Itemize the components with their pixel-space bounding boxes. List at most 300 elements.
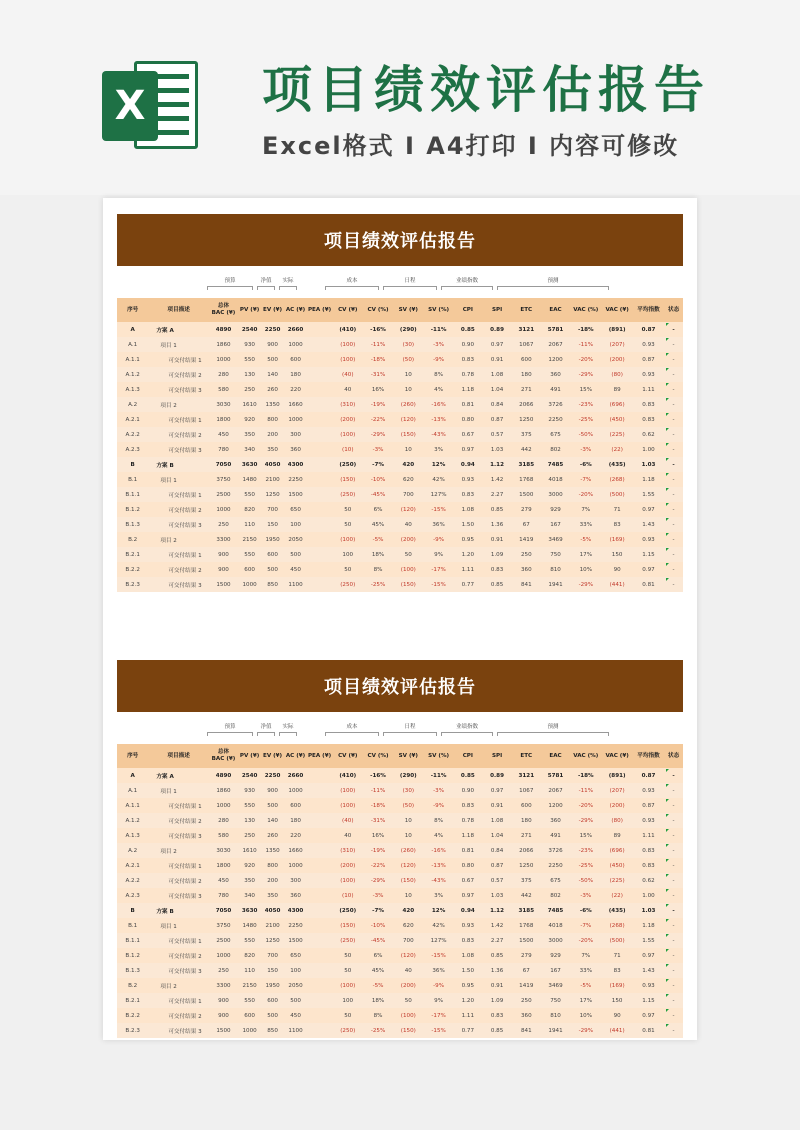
table-cell: 4050 xyxy=(264,907,281,914)
table-cell: (100) xyxy=(400,566,416,573)
table-cell: 700 xyxy=(402,491,414,498)
table-cell: 150 xyxy=(611,551,623,558)
column-header: SPI xyxy=(482,744,511,768)
column-header: CV (¥) xyxy=(332,298,363,322)
row-id: B.1 xyxy=(128,476,138,483)
row-description: 项目 2 xyxy=(160,848,177,855)
column-group-header xyxy=(117,720,683,744)
table-cell: 220 xyxy=(290,832,301,839)
table-cell: 36% xyxy=(432,967,445,974)
table-cell: 360 xyxy=(550,371,561,378)
row-id: A.2.3 xyxy=(125,892,140,899)
table-cell: 100 xyxy=(342,997,354,1004)
table-cell: 0.85 xyxy=(460,326,475,333)
table-cell: (100) xyxy=(340,877,356,884)
table-cell xyxy=(307,487,332,502)
table-cell xyxy=(307,532,332,547)
table-cell: -18% xyxy=(370,356,386,363)
table-cell: 3630 xyxy=(241,461,258,468)
table-cell: -25% xyxy=(578,862,594,869)
table-cell: 12% xyxy=(431,461,446,468)
table-cell: 1000 xyxy=(242,581,257,588)
table-cell: (200) xyxy=(609,356,625,363)
table-cell: -15% xyxy=(431,581,446,588)
table-row xyxy=(117,1023,683,1038)
table-row xyxy=(117,1008,683,1023)
table-cell xyxy=(307,547,332,562)
table-cell: 1000 xyxy=(288,341,303,348)
table-cell xyxy=(307,828,332,843)
column-header: 序号 xyxy=(117,298,148,322)
table-cell: (100) xyxy=(340,982,356,989)
table-cell: - xyxy=(664,502,683,517)
table-cell: 1.08 xyxy=(490,817,504,824)
table-cell: 5781 xyxy=(547,326,564,333)
column-header: VAC (¥) xyxy=(601,298,632,322)
table-cell: 15% xyxy=(579,832,593,839)
table-cell: -19% xyxy=(370,401,386,408)
table-cell: 1.03 xyxy=(641,461,656,468)
table-cell: (120) xyxy=(400,952,416,959)
table-cell: 8% xyxy=(373,566,383,573)
table-cell: -18% xyxy=(370,802,386,809)
table-cell: 250 xyxy=(244,832,255,839)
table-cell: (207) xyxy=(609,787,625,794)
column-header: SV (%) xyxy=(424,744,453,768)
table-cell: -7% xyxy=(372,461,384,468)
table-cell: 0.62 xyxy=(642,877,655,884)
table-cell: 0.91 xyxy=(490,536,504,543)
table-cell: 1500 xyxy=(288,491,303,498)
row-id: B xyxy=(130,907,135,914)
table-cell: - xyxy=(664,457,683,472)
table-cell: 0.77 xyxy=(461,581,475,588)
table-cell: 360 xyxy=(290,446,301,453)
row-id: B.1.1 xyxy=(125,937,140,944)
document-page xyxy=(103,198,697,1040)
column-header: EAC xyxy=(541,298,570,322)
report-1 xyxy=(117,214,683,592)
table-cell: 0.85 xyxy=(490,581,504,588)
table-cell: - xyxy=(664,813,683,828)
table-cell: 929 xyxy=(550,952,561,959)
table-cell: 3750 xyxy=(216,922,231,929)
table-row xyxy=(117,547,683,562)
table-cell: (50) xyxy=(402,356,415,363)
table-cell: 140 xyxy=(267,371,278,378)
row-description: 项目 2 xyxy=(160,537,177,544)
table-cell: 4018 xyxy=(548,476,563,483)
table-cell: (150) xyxy=(400,877,416,884)
row-id: A.1 xyxy=(128,787,138,794)
table-cell: 280 xyxy=(218,371,229,378)
table-cell: -31% xyxy=(370,371,386,378)
table-cell: -7% xyxy=(580,922,592,929)
table-cell: 42% xyxy=(432,922,445,929)
table-cell: 0.84 xyxy=(490,401,504,408)
table-cell: (150) xyxy=(400,1027,416,1034)
table-cell: 550 xyxy=(244,937,255,944)
table-cell: 0.81 xyxy=(642,581,655,588)
table-cell: 2660 xyxy=(287,326,304,333)
table-cell: -7% xyxy=(372,907,384,914)
table-cell: 1.42 xyxy=(490,476,504,483)
table-cell: 18% xyxy=(371,997,385,1004)
table-cell: 0.93 xyxy=(642,341,655,348)
table-cell: 360 xyxy=(550,817,561,824)
row-description: 项目 1 xyxy=(160,477,177,484)
row-description: 可交付结果 2 xyxy=(168,507,202,514)
table-cell: 2050 xyxy=(288,536,303,543)
row-id: B.2.1 xyxy=(125,551,140,558)
table-cell xyxy=(307,502,332,517)
table-cell: 7% xyxy=(581,506,591,513)
table-cell: 1067 xyxy=(519,787,534,794)
table-cell: 271 xyxy=(520,386,532,393)
table-cell: -11% xyxy=(578,341,594,348)
table-cell: 42% xyxy=(432,476,445,483)
table-cell: 2250 xyxy=(548,416,563,423)
table-cell: 675 xyxy=(550,431,561,438)
table-cell: 33% xyxy=(579,967,593,974)
table-cell: 2100 xyxy=(265,476,280,483)
table-cell: (150) xyxy=(400,581,416,588)
table-cell: 10 xyxy=(404,817,412,824)
table-cell: 1.42 xyxy=(490,922,504,929)
table-cell: 130 xyxy=(244,371,255,378)
excel-icon xyxy=(100,55,200,155)
table-cell: 220 xyxy=(290,386,301,393)
table-cell: 920 xyxy=(244,862,255,869)
table-cell: 550 xyxy=(244,551,255,558)
row-id: A xyxy=(130,326,135,333)
table-cell: 180 xyxy=(520,371,532,378)
column-header: EV (¥) xyxy=(261,298,284,322)
table-cell: 250 xyxy=(218,967,229,974)
table-cell: 0.83 xyxy=(461,937,475,944)
table-cell: (22) xyxy=(611,446,623,453)
column-header: 平均指数 xyxy=(633,298,664,322)
table-cell: -9% xyxy=(433,356,445,363)
table-cell: - xyxy=(664,532,683,547)
table-cell: 2250 xyxy=(264,772,281,779)
table-cell: -25% xyxy=(370,581,386,588)
table-cell: (100) xyxy=(340,787,356,794)
table-cell: 0.93 xyxy=(642,817,655,824)
table-cell: 0.83 xyxy=(490,566,504,573)
table-cell: 340 xyxy=(244,446,255,453)
table-cell: 50 xyxy=(344,506,352,513)
table-cell: (30) xyxy=(402,341,415,348)
table-cell: 4300 xyxy=(287,907,304,914)
column-group-label: 预测 xyxy=(497,722,609,733)
column-header: 平均指数 xyxy=(633,744,664,768)
table-cell: -5% xyxy=(372,536,384,543)
table-row xyxy=(117,412,683,427)
table-cell: 280 xyxy=(218,817,229,824)
table-cell: 1250 xyxy=(265,491,280,498)
table-cell: -11% xyxy=(370,787,386,794)
table-cell: (50) xyxy=(402,802,415,809)
table-cell: 250 xyxy=(244,386,255,393)
row-description: 可交付结果 3 xyxy=(168,968,202,975)
table-cell: 3469 xyxy=(548,536,563,543)
table-cell: -17% xyxy=(431,1012,446,1019)
table-row xyxy=(117,337,683,352)
table-cell: 1.00 xyxy=(642,892,655,899)
table-cell: (10) xyxy=(342,446,354,453)
table-cell: 1067 xyxy=(519,341,534,348)
table-cell: 45% xyxy=(371,521,385,528)
table-cell: 1500 xyxy=(288,937,303,944)
table-cell: 450 xyxy=(290,566,301,573)
table-cell: - xyxy=(664,367,683,382)
table-cell: 17% xyxy=(579,997,593,1004)
table-cell: (268) xyxy=(609,476,625,483)
table-cell: - xyxy=(664,412,683,427)
table-cell: 0.83 xyxy=(642,862,655,869)
table-cell: 1860 xyxy=(216,787,231,794)
table-cell: 600 xyxy=(290,802,301,809)
table-cell xyxy=(307,948,332,963)
table-cell: 450 xyxy=(218,431,229,438)
table-cell: 50 xyxy=(344,1012,352,1019)
row-description: 可交付结果 1 xyxy=(168,357,202,364)
column-header: 项目描述 xyxy=(148,298,209,322)
table-cell: (290) xyxy=(399,772,417,779)
row-id: B.2.3 xyxy=(125,581,140,588)
table-cell: -6% xyxy=(579,461,592,468)
row-description: 可交付结果 2 xyxy=(168,432,202,439)
table-cell: 67 xyxy=(522,967,530,974)
row-description: 可交付结果 3 xyxy=(168,833,202,840)
row-description: 可交付结果 2 xyxy=(168,567,202,574)
table-row xyxy=(117,813,683,828)
table-cell xyxy=(307,768,332,783)
table-cell: 0.67 xyxy=(461,431,475,438)
table-cell: -18% xyxy=(577,326,594,333)
row-description: 可交付结果 3 xyxy=(168,522,202,529)
table-cell: (500) xyxy=(609,937,625,944)
table-cell xyxy=(307,903,332,918)
table-cell: - xyxy=(664,517,683,532)
table-cell: (40) xyxy=(342,817,354,824)
table-row xyxy=(117,993,683,1008)
table-cell: 1.50 xyxy=(461,967,475,974)
table-cell: 1.03 xyxy=(490,892,504,899)
table-cell: - xyxy=(664,768,683,783)
table-cell: (40) xyxy=(342,371,354,378)
table-cell: 1610 xyxy=(242,401,257,408)
table-cell: 2540 xyxy=(241,326,258,333)
table-cell: 0.94 xyxy=(460,461,475,468)
table-cell: -16% xyxy=(370,772,386,779)
table-cell: - xyxy=(664,562,683,577)
table-cell: 0.67 xyxy=(461,877,475,884)
table-cell: 2.27 xyxy=(490,937,504,944)
table-cell: 0.97 xyxy=(642,1012,655,1019)
table-cell: 279 xyxy=(520,952,532,959)
table-cell: 1.20 xyxy=(461,551,475,558)
table-cell: - xyxy=(664,993,683,1008)
table-cell: 420 xyxy=(402,907,415,914)
table-cell: 350 xyxy=(267,892,278,899)
table-cell: (120) xyxy=(400,416,416,423)
table-row xyxy=(117,472,683,487)
table-cell: - xyxy=(664,783,683,798)
table-cell: -13% xyxy=(431,416,446,423)
table-cell: 600 xyxy=(290,356,301,363)
table-cell: (310) xyxy=(340,401,356,408)
table-cell xyxy=(307,933,332,948)
table-cell: - xyxy=(664,427,683,442)
table-cell: 110 xyxy=(244,967,255,974)
table-row xyxy=(117,367,683,382)
table-cell: 3030 xyxy=(216,847,231,854)
table-cell: - xyxy=(664,903,683,918)
table-cell: 18% xyxy=(371,551,385,558)
table-cell: 1.43 xyxy=(642,521,655,528)
table-cell: 140 xyxy=(267,817,278,824)
table-cell: (100) xyxy=(340,802,356,809)
table-cell: -7% xyxy=(580,476,592,483)
report-banner: 项目绩效评估报告 xyxy=(117,660,683,712)
table-cell: (169) xyxy=(609,536,625,543)
table-cell: (30) xyxy=(402,787,415,794)
row-description: 可交付结果 2 xyxy=(168,1013,202,1020)
table-cell: 0.87 xyxy=(490,862,504,869)
table-cell: 0.83 xyxy=(461,802,475,809)
table-cell: 0.90 xyxy=(461,341,475,348)
table-cell: (150) xyxy=(340,922,356,929)
table-cell: 150 xyxy=(267,967,278,974)
table-cell: (150) xyxy=(340,476,356,483)
row-id: B.1.2 xyxy=(125,952,140,959)
table-cell: 0.83 xyxy=(461,491,475,498)
table-cell: -3% xyxy=(372,446,384,453)
table-cell: 841 xyxy=(520,581,532,588)
column-header: EAC xyxy=(541,744,570,768)
table-cell: (80) xyxy=(611,371,623,378)
table-cell: 1.08 xyxy=(461,506,475,513)
table-cell: 340 xyxy=(244,892,255,899)
row-id: A.2.2 xyxy=(125,877,140,884)
table-cell xyxy=(307,1008,332,1023)
table-cell: 929 xyxy=(550,506,561,513)
table-cell: 1.11 xyxy=(461,566,475,573)
table-cell: 0.77 xyxy=(461,1027,475,1034)
table-cell: - xyxy=(664,322,683,337)
table-cell: 1100 xyxy=(288,581,303,588)
table-cell: 0.83 xyxy=(461,356,475,363)
row-id: B.2.2 xyxy=(125,566,140,573)
table-cell: 2250 xyxy=(548,862,563,869)
table-cell: 2250 xyxy=(264,326,281,333)
table-cell: 1941 xyxy=(548,1027,563,1034)
column-header: AC (¥) xyxy=(284,298,307,322)
table-cell: 450 xyxy=(290,1012,301,1019)
column-group-label: 预算 xyxy=(207,722,253,733)
table-cell: 1.03 xyxy=(641,907,656,914)
table-cell: 500 xyxy=(290,997,301,1004)
table-cell: 3185 xyxy=(518,461,535,468)
table-cell: -9% xyxy=(433,802,445,809)
row-id: A.1.1 xyxy=(125,356,140,363)
table-cell xyxy=(307,993,332,1008)
table-row xyxy=(117,322,683,337)
table-cell: 0.91 xyxy=(490,356,504,363)
table-cell: 6% xyxy=(373,952,383,959)
table-cell: 2250 xyxy=(288,922,303,929)
table-cell: 700 xyxy=(267,952,278,959)
table-cell: 350 xyxy=(244,877,255,884)
column-header: AC (¥) xyxy=(284,744,307,768)
table-row xyxy=(117,532,683,547)
table-cell: 2067 xyxy=(548,341,563,348)
table-cell: 0.97 xyxy=(642,506,655,513)
table-cell: 50 xyxy=(344,952,352,959)
table-cell: 850 xyxy=(267,1027,278,1034)
column-header: SPI xyxy=(482,298,511,322)
table-cell: 0.83 xyxy=(642,401,655,408)
table-cell xyxy=(307,843,332,858)
table-cell: 1250 xyxy=(265,937,280,944)
table-cell: 127% xyxy=(430,937,447,944)
table-cell: 16% xyxy=(371,832,385,839)
row-id: B.2.2 xyxy=(125,1012,140,1019)
row-id: A.1.3 xyxy=(125,386,140,393)
column-group-label: 日程 xyxy=(383,276,437,287)
table-cell: 250 xyxy=(218,521,229,528)
table-cell: (100) xyxy=(340,356,356,363)
table-cell: 500 xyxy=(267,802,278,809)
table-cell: 3750 xyxy=(216,476,231,483)
column-group-label: 实际 xyxy=(279,276,297,287)
table-cell: -19% xyxy=(370,847,386,854)
table-cell: - xyxy=(664,487,683,502)
table-cell: 1500 xyxy=(216,1027,231,1034)
table-cell: 9% xyxy=(434,551,444,558)
column-header: PEA (¥) xyxy=(307,744,332,768)
table-cell: 100 xyxy=(290,521,301,528)
table-cell: - xyxy=(664,888,683,903)
table-cell: 4890 xyxy=(215,772,232,779)
table-cell: 0.93 xyxy=(642,536,655,543)
report-banner: 项目绩效评估报告 xyxy=(117,214,683,266)
column-header: VAC (%) xyxy=(570,744,601,768)
column-header: EV (¥) xyxy=(261,744,284,768)
row-description: 方案 B xyxy=(156,462,174,469)
table-cell: 3185 xyxy=(518,907,535,914)
table-cell: 930 xyxy=(244,341,255,348)
table-cell: -20% xyxy=(578,937,594,944)
table-cell: -22% xyxy=(370,862,386,869)
table-cell: -25% xyxy=(370,1027,386,1034)
table-cell: 375 xyxy=(520,877,532,884)
table-cell: 1800 xyxy=(216,862,231,869)
row-description: 可交付结果 2 xyxy=(168,878,202,885)
column-header: ETC xyxy=(512,298,541,322)
table-cell: (100) xyxy=(340,536,356,543)
table-cell: 50 xyxy=(404,551,412,558)
table-cell: 0.81 xyxy=(461,401,475,408)
table-cell: -6% xyxy=(579,907,592,914)
table-cell: 3% xyxy=(434,446,444,453)
table-cell: -18% xyxy=(577,772,594,779)
table-cell: 1.03 xyxy=(490,446,504,453)
table-cell: 810 xyxy=(550,1012,561,1019)
table-cell: 40 xyxy=(404,521,412,528)
